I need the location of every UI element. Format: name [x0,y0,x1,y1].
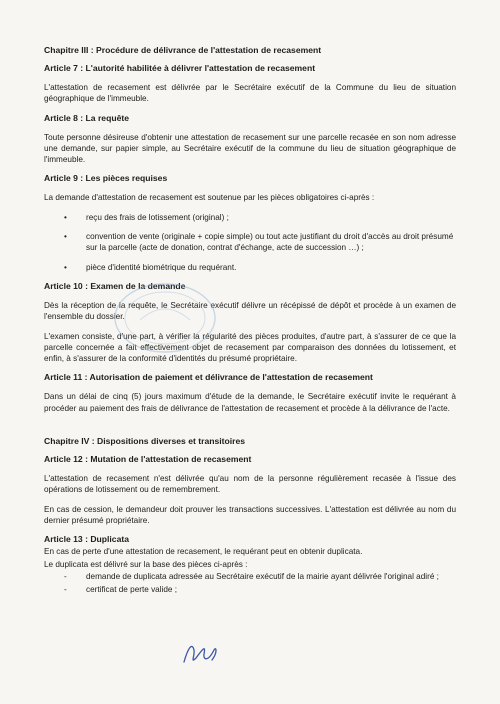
bullet-icon: • [64,262,67,272]
article-7-text: L'attestation de recasement est délivrée par le Secrétaire exécutif de la Commune du lieu de situation géographique de l'immeuble. [44,83,456,104]
section-spacer [44,422,456,436]
article-12-title: Article 12 : Mutation de l'attestation de recasement [44,454,252,465]
chapter-3-title: Chapitre III : Procédure de délivrance de l'attestation de recasement [44,45,322,55]
list-item: - demande de duplicata adressée au Secrétaire exécutif de la mairie ayant délivrée l'original adiré ; [64,571,439,581]
dash-icon: - [64,585,67,595]
bullet-icon: • [64,212,67,222]
article-13-title: Article 13 : Duplicata [44,534,130,545]
chapter-4-title: Chapitre IV : Dispositions diverses et transitoires [44,436,246,447]
list-item: - certificat de perte valide ; [64,585,178,595]
required-documents-list [44,212,456,273]
article-10-text-1: Dès la réception de la requête, le Secrétaire exécutif délivre un récépissé de dépôt et procède à un examen de l'ensemble du dossier. [44,300,456,322]
list-item: • pièce d'identité biométrique du requérant. [64,262,237,272]
list-item: • convention de vente (originale + copie simple) ou tout acte justifiant du droit d'accès au droit présumé sur la parcelle (acte de donation, contrat d'échange, acte de succession …) ; [64,232,454,253]
article-9-text: La demande d'attestation de recasement est soutenue par les pièces obligatoires ci-après : [44,193,375,203]
article-10-title: Article 10 : Examen de la demande [44,280,186,291]
article-12-text-1: L'attestation de recasement n'est délivrée qu'au nom de la personne régulièrement recasée à l'issue des opérations de lotissement ou de remembrement. [44,474,456,495]
bullet-icon: • [64,232,67,242]
duplicata-documents-list [44,571,456,596]
article-8-text: Toute personne désireuse d'obtenir une attestation de recasement sur une parcelle recasée en son nom adresse une demande, sur papier simple, au Secrétaire exécutif de la commune du lieu de situation géographique de l'immeuble. [44,132,456,165]
article-8-title: Article 8 : La requête [44,112,130,123]
article-7-title: Article 7 : L'autorité habilitée à délivrer l'attestation de recasement [44,63,316,73]
dash-icon: - [64,571,67,581]
article-9-title: Article 9 : Les pièces requises [44,173,168,184]
article-10-text-2: L'examen consiste, d'une part, à vérifier la régularité des pièces produites, d'autre part, à s'assurer de ce que la parcelle concernée a fait effectivement objet de recasement par comparaison des données du lotissement, et enfin, à s'assurer de la conformité d'identités du présumé propriétaire. [44,331,456,364]
article-13-text-1: En cas de perte d'une attestation de recasement, le requérant peut en obtenir duplicata. [44,547,363,557]
article-13-text-2: Le duplicata est délivré sur la base des pièces ci-après : [44,559,248,569]
article-11-title: Article 11 : Autorisation de paiement et délivrance de l'attestation de recasement [44,372,373,383]
list-item: • reçu des frais de lotissement (original) ; [64,212,229,222]
article-11-text: Dans un délai de cinq (5) jours maximum d'étude de la demande, le Secrétaire exécutif invite le requérant à procéder au paiement des frais de délivrance de l'attestation de recasement et procède à la délivrance de l'acte. [44,392,456,413]
article-12-text-2: En cas de cession, le demandeur doit prouver les transactions successives. L'attestation est délivrée au nom du dernier présumé propriétaire. [44,504,456,525]
